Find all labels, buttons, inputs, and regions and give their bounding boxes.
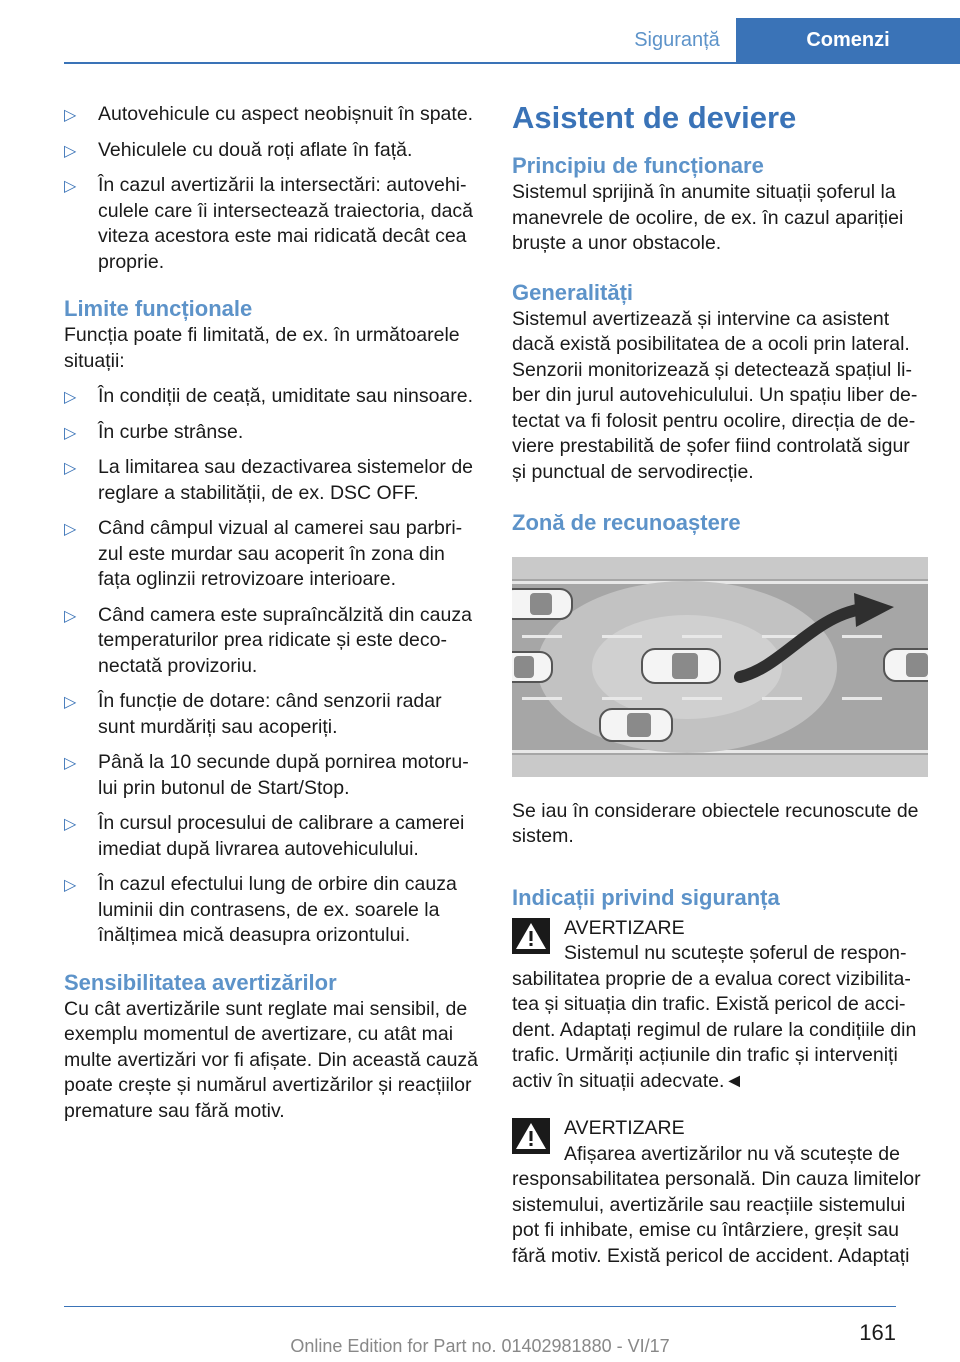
- triangle-right-icon: ▷: [64, 389, 77, 406]
- paragraph-sensibilitate: Cu cât avertizările sunt reglate mai sensibil, de exemplu momentul de avertizare, cu atât mai multe avertizări vor fi afișate. Din această cauză poate crește și numărul avertizărilor și reacțiilor premature sau fără motiv.: [64, 997, 479, 1122]
- triangle-right-icon: ▷: [64, 424, 77, 442]
- triangle-right-icon: ▷: [64, 142, 77, 160]
- car-icon: [600, 709, 672, 741]
- figure-caption: Se iau în considerare obiectele recunoscute de sistem.: [512, 799, 919, 847]
- list-item: ▷ Când camera este supraîncălzită din cauza temperaturilor prea ridicate și este deconectată provizoriu.: [64, 603, 472, 677]
- heading-zona: Zonă de recunoaștere: [512, 510, 741, 535]
- heading-principiu: Principiu de funcționare: [512, 153, 764, 178]
- list-item: ▷ În condiții de ceață, umiditate sau ninsoare.: [64, 384, 478, 410]
- list-item: ▷ În curbe strânse.: [64, 420, 478, 446]
- page-title: Asistent de deviere: [512, 100, 797, 135]
- footer-edition: Online Edition for Part no. 01402981880 - VI/17: [290, 1336, 670, 1356]
- triangle-right-icon: ▷: [64, 755, 77, 772]
- list-item: ▷ Până la 10 secunde după pornirea motorului prin butonul de Start/Stop.: [64, 751, 469, 799]
- warning-title: AVERTIZARE: [564, 1117, 685, 1139]
- triangle-right-icon: ▷: [64, 521, 77, 538]
- warning-text: Sistemul nu scutește șoferul de responsabilitatea proprie de a evalua corect vizibilitatea și situația din trafic. Există pericol de accident. Adaptați regimul de rulare la condițiile din trafic. Urmăriți acțiunile din trafic și interveniți activ în situații adecvate.◄: [512, 942, 917, 1092]
- list-item: ▷ Autovehicule cu aspect neobișnuit în spate.: [64, 102, 478, 128]
- warning-text: Afișarea avertizărilor nu vă scutește de responsabilitatea personală. Din cauza limitelor sistemului, avertizările sau reacțiile sistemului pot fi inhibate, emise cu întârziere, greșit sau fără motiv. Există pericol de accident. Adaptați: [512, 1142, 921, 1267]
- warning-title: AVERTIZARE: [564, 916, 685, 939]
- warning-triangle-icon: [512, 1118, 550, 1154]
- triangle-right-icon: ▷: [64, 694, 77, 711]
- paragraph-principiu: Sistemul sprijină în anumite situații șoferul la manevrele de ocolire, de ex. în cazul apariției bruște a unor obstacole.: [512, 181, 904, 254]
- warning-block-2: [512, 1116, 928, 1269]
- bullet-list-2: [64, 384, 478, 949]
- list-item: ▷ În cazul avertizării la intersectări: autovehiculele care îi intersectează traiectoria, dacă viteza acestora este mai ridicată decât cea proprie.: [64, 174, 474, 273]
- list-item: ▷ Când câmpul vizual al camerei sau parbrizul este murdar sau acoperit în zona din fața oglinzii retrovizoare interioare.: [64, 517, 463, 590]
- triangle-right-icon: ▷: [64, 607, 77, 625]
- recognition-zone-figure: [512, 557, 928, 777]
- page-number: 161: [859, 1320, 896, 1345]
- left-column: [64, 102, 478, 1124]
- right-column: [512, 100, 928, 1269]
- triangle-right-icon: ▷: [64, 816, 77, 833]
- car-icon: [512, 589, 572, 619]
- car-icon: [642, 649, 720, 683]
- triangle-right-icon: ▷: [64, 877, 77, 894]
- list-item: ▷ În cursul procesului de calibrare a camerei imediat după livrarea autovehiculului.: [64, 812, 465, 860]
- tab-comenzi[interactable]: Comenzi: [736, 18, 960, 62]
- heading-limite: Limite funcționale: [64, 296, 253, 321]
- heading-indicatii: Indicații privind siguranța: [512, 884, 780, 910]
- heading-sensibilitate: Sensibilitatea avertizărilor: [64, 969, 337, 995]
- list-item: ▷ La limitarea sau dezactivarea sistemelor de reglare a stabilității, de ex. DSC OFF.: [64, 456, 474, 504]
- triangle-right-icon: ▷: [64, 107, 77, 124]
- list-item: ▷ În funcție de dotare: când senzorii radar sunt murdăriți sau acoperiți.: [64, 690, 442, 738]
- paragraph-generalitati: Sistemul avertizează și intervine ca asistent dacă există posibilitatea de a ocoli prin lateral. Senzorii monitorizează și detectează spațiul liber din jurul autovehiculului. Un spațiu liber detectat va fi folosit pentru ocolire, direcția de deviere prestabilită de șofer fiind controlată sigur și punctual de servodirecție.: [512, 307, 918, 483]
- warning-block-1: [512, 916, 928, 1095]
- header-rule: [64, 62, 960, 64]
- car-icon: [884, 649, 928, 681]
- car-icon: [512, 652, 552, 682]
- tab-siguranta[interactable]: Siguranță: [618, 18, 736, 62]
- triangle-right-icon: ▷: [64, 178, 77, 195]
- triangle-right-icon: ▷: [64, 460, 77, 477]
- footer-rule: [64, 1306, 896, 1307]
- list-item: ▷ Vehiculele cu două roți aflate în față.: [64, 138, 478, 164]
- header-tabs: [618, 18, 960, 62]
- paragraph-limite: Funcția poate fi limitată, de ex. în următoarele situații:: [64, 324, 460, 372]
- warning-triangle-icon: [512, 918, 550, 954]
- heading-generalitati: Generalități: [512, 279, 634, 305]
- bullet-list-1: [64, 102, 478, 275]
- list-item: ▷ În cazul efectului lung de orbire din cauza luminii din contrasens, de ex. soarele la înălțimea mică deasupra orizontului.: [64, 873, 457, 946]
